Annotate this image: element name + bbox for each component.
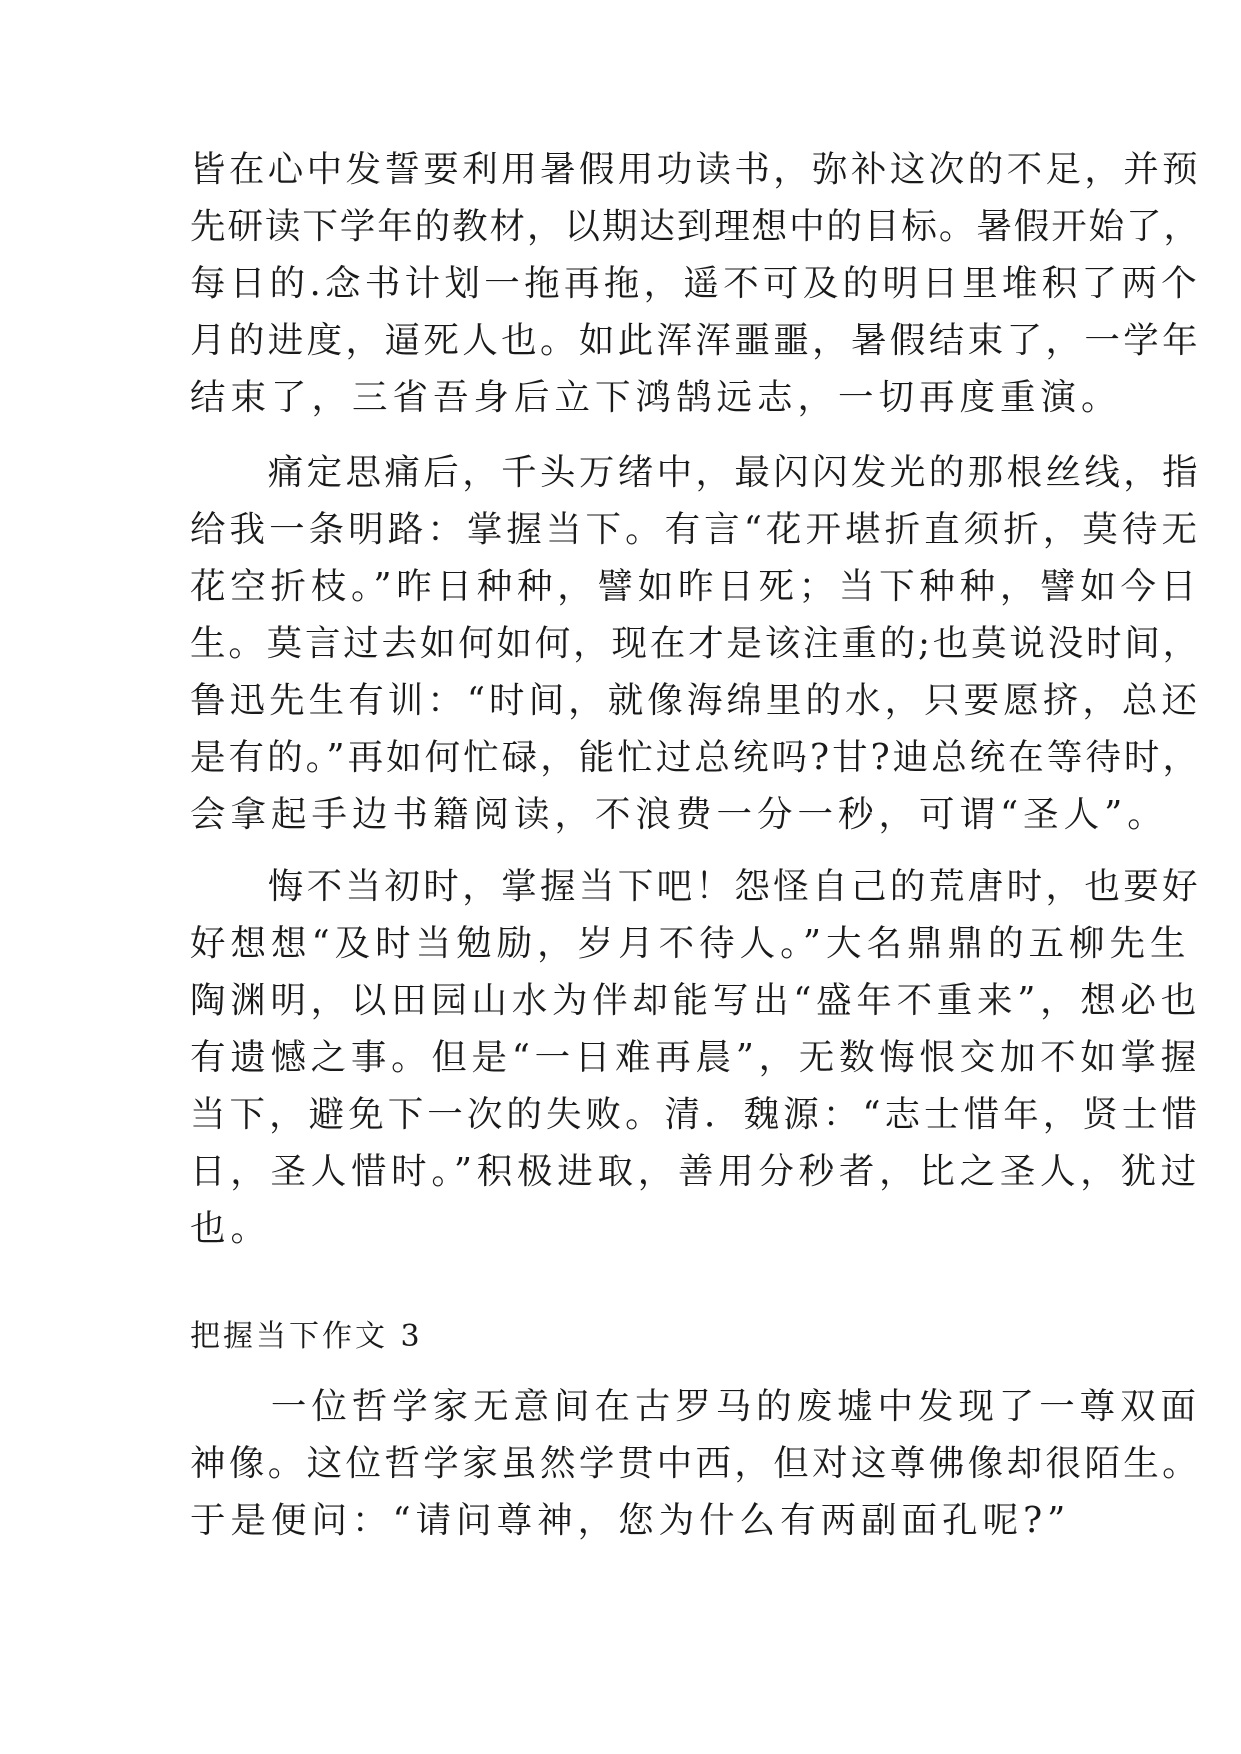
- paragraph-line: 于是便问：“请问尊神，您为什么有两副面孔呢?”: [190, 1500, 1071, 1541]
- paragraph-line: 生。莫言过去如何如何，现在才是该注重的;也莫说没时间，: [190, 623, 1201, 664]
- paragraph-line: 当下，避免下一次的失败。清．魏源：“志士惜年，贤士惜: [190, 1094, 1201, 1135]
- paragraph-line: 鲁迅先生有训：“时间，就像海绵里的水，只要愿挤，总还: [190, 680, 1201, 721]
- paragraph-line: 是有的。”再如何忙碌，能忙过总统吗?甘?迪总统在等待时，: [190, 737, 1201, 778]
- paragraph-line: 好想想“及时当勉励，岁月不待人。”大名鼎鼎的五柳先生: [190, 923, 1191, 964]
- paragraph-line: 一位哲学家无意间在古罗马的废墟中发现了一尊双面: [190, 1386, 1201, 1427]
- paragraph-line: 给我一条明路：掌握当下。有言“花开堪折直须折，莫待无: [190, 509, 1201, 550]
- paragraph-line: 有遗憾之事。但是“一日难再晨”，无数悔恨交加不如掌握: [190, 1037, 1201, 1078]
- paragraph-line: 月的进度，逼死人也。如此浑浑噩噩，暑假结束了，一学年: [190, 320, 1201, 361]
- paragraph-line: 皆在心中发誓要利用暑假用功读书，弥补这次的不足，并预: [190, 149, 1201, 190]
- paragraph-line: 悔不当初时，掌握当下吧！怨怪自己的荒唐时，也要好: [190, 866, 1201, 907]
- paragraph-line: 结束了，三省吾身后立下鸿鹄远志，一切再度重演。: [190, 377, 1122, 418]
- paragraph-line: 先研读下学年的教材，以期达到理想中的目标。暑假开始了，: [190, 206, 1201, 247]
- paragraph-line: 花空折枝。”昨日种种，譬如昨日死；当下种种，譬如今日: [190, 566, 1201, 607]
- paragraph-line: 会拿起手边书籍阅读，不浪费一分一秒，可谓“圣人”。: [190, 794, 1168, 835]
- paragraph-line: 陶渊明，以田园山水为伴却能写出“盛年不重来”，想必也: [190, 980, 1201, 1021]
- section-heading: 把握当下作文 3: [190, 1319, 423, 1354]
- paragraph-line: 神像。这位哲学家虽然学贯中西，但对这尊佛像却很陌生。: [190, 1443, 1201, 1484]
- paragraph-line: 痛定思痛后，千头万绪中，最闪闪发光的那根丝线，指: [190, 452, 1201, 493]
- paragraph-line: 日，圣人惜时。”积极进取，善用分秒者，比之圣人，犹过: [190, 1151, 1201, 1192]
- paragraph-line: 也。: [190, 1208, 272, 1249]
- paragraph-line: 每日的.念书计划一拖再拖，遥不可及的明日里堆积了两个: [190, 263, 1201, 304]
